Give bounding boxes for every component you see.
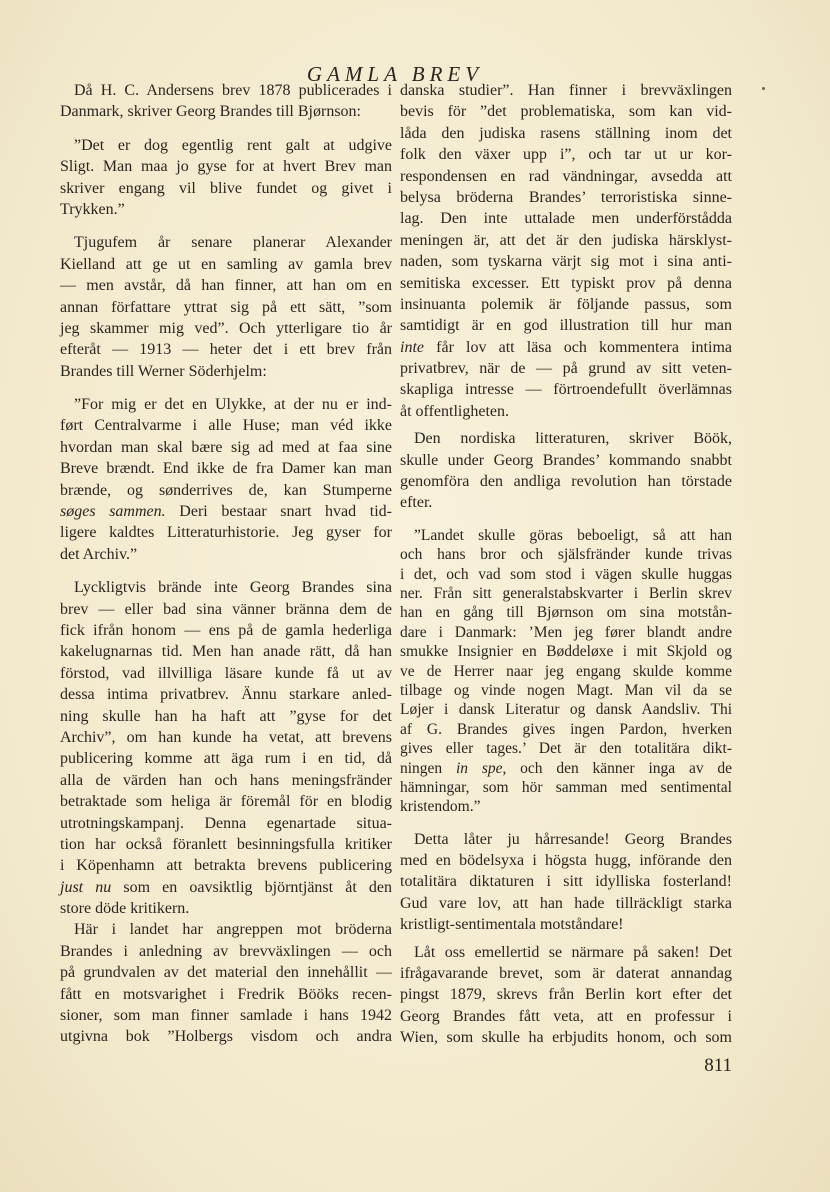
text-line: pingst 1879, skrevs från Berlin kort efter det	[400, 986, 732, 1004]
text-line: efter.	[400, 494, 433, 512]
text-line: Då H. C. Andersens brev 1878 publicerades i	[74, 82, 392, 99]
text-line: lag. Den inte uttalade men underförstådda	[400, 210, 732, 228]
text-line: skulle under Georg Brandes’ kommando snabbt	[400, 451, 732, 469]
text-line: Detta låter ju hårresande! Georg Brandes	[414, 830, 732, 848]
text-segment: , och den känner inga av de	[502, 759, 732, 777]
text-line: gives eller tages.’ Det är den totalitära dikt-	[400, 740, 732, 758]
text-line: utgivna bok ”Holbergs visdom och andra	[60, 1028, 392, 1046]
text-line: fick ifrån honom — ens på de gamla hederliga	[60, 621, 392, 639]
text-line: Breve brændt. End ikke de fra Damer kan man	[60, 460, 392, 478]
text-segment: ningen	[400, 759, 456, 777]
text-line: brev — eller bad sina vänner bränna dem de	[60, 600, 392, 618]
text-line: Gud vare lov, att han hade tillräckligt starka	[400, 894, 732, 912]
text-line: förstod, vad illvilliga läsare kunde få ut av	[60, 664, 392, 682]
paragraph	[400, 942, 732, 1049]
text-line: i det, och vad som stod i vägen skulle huggas	[400, 565, 732, 583]
text-line: Den nordiska litteraturen, skriver Böök,	[414, 430, 732, 448]
text-line: på grundvalen av det material den innehållit —	[60, 964, 392, 982]
text-line: åt offentligheten.	[400, 402, 509, 420]
text-line: insinuanta polemik är följande passus, som	[400, 295, 732, 313]
text-line: ner. Från sitt generalstabskvarter i Berlin skrev	[400, 584, 732, 602]
italic-text: just nu	[60, 878, 112, 896]
text-line: betraktade som heliga är föremål för en blodig	[60, 793, 392, 811]
text-line: ning skulle han ha haft att ”gyse for det	[60, 707, 392, 725]
text-line: Archiv”, om han kunde ha vetat, att brevens	[60, 728, 392, 746]
text-line: annan författare yttrat sig på ett sätt, ”som	[60, 298, 392, 316]
text-line: sioner, som man finner samlade i hans 1942	[60, 1007, 392, 1025]
block-quote	[60, 394, 392, 565]
text-line: Brandes i anledning av brevväxlingen — och	[60, 942, 392, 960]
text-line: hämningar, som hör samman med sentimental	[400, 778, 732, 796]
page-number: 811	[704, 1055, 732, 1076]
text-line: af G. Brandes gives ingen Pardon, hverken	[400, 720, 732, 738]
text-line: Wien, som skulle ha erbjudits honom, och som	[400, 1029, 732, 1047]
text-line: Danmark, skriver Georg Brandes till Bjørnson:	[60, 103, 361, 121]
paragraph	[400, 80, 732, 422]
text-line: Georg Brandes fått veta, att en professur i	[400, 1007, 732, 1025]
text-line: dessa intima privatbrev. Ännu starkare anled-	[60, 686, 392, 704]
text-line	[60, 877, 392, 898]
speck-mark	[762, 87, 765, 90]
text-line: hvordan man skal bære sig ad med at faa sine	[60, 438, 392, 456]
paragraph	[60, 232, 392, 382]
left-column	[60, 80, 392, 1048]
text-line: genomföra den andliga revolution han törstade	[400, 473, 732, 491]
text-line: fått en motsvarighet i Fredrik Bööks recen-	[60, 985, 392, 1003]
paragraph	[400, 829, 732, 936]
running-title: GAMLA BREV	[306, 62, 484, 86]
paragraph	[400, 428, 732, 514]
text-line: publicering komme att äga rum i en tid, då	[60, 750, 392, 768]
text-line: folk den växer upp i”, och tar ut ur kor-	[400, 146, 732, 164]
italic-text: søges sammen.	[60, 503, 166, 521]
text-line: ført Centralvarme i alle Huse; man véd ikke	[60, 417, 392, 435]
paragraph-gap	[60, 382, 392, 394]
text-line: alla de värden han och hans meningsfränder	[60, 771, 392, 789]
text-line	[60, 501, 392, 522]
text-line: — men avstår, då han finner, att han om en	[60, 277, 392, 295]
text-line: bevis för ”det problematiska, som kan vid-	[400, 103, 732, 121]
block-quote	[400, 526, 732, 817]
text-line: ve de Herrer naar jeg engang skulde komme	[400, 662, 732, 680]
text-segment: som en oavsiktlig björntjänst åt den	[111, 878, 392, 896]
text-line: jeg skammer mig ved”. Och ytterligare tio år	[60, 319, 392, 337]
text-line: belysa bröderna Brandes’ terroristiska sinne-	[400, 188, 732, 206]
text-line: låda den judiska rasens ställning inom det	[400, 124, 732, 142]
text-line: det Archiv.”	[60, 545, 138, 563]
text-line: ifrågavarande brevet, som är daterat annandag	[400, 965, 732, 983]
text-line: ligere kaldtes Litteraturhistorie. Jeg gyser for	[60, 524, 392, 542]
text-line	[400, 337, 732, 358]
right-column	[400, 80, 732, 1049]
text-line: skriver engang vil blive fundet og givet i	[60, 179, 392, 197]
text-line: danska studier”. Han finner i brevväxlingen	[400, 82, 732, 99]
text-line: store döde kritikern.	[60, 900, 190, 918]
text-line: han en gång till Bjørnson om sina motstån-	[400, 604, 732, 622]
paragraph-gap	[60, 565, 392, 577]
text-line: Løjer i dansk Literatur og dansk Aandsliv. Thi	[400, 701, 732, 719]
text-line: i Köpenhamn att betrakta brevens publicering	[60, 857, 392, 875]
text-line: efteråt — 1913 — heter det i ett brev från	[60, 341, 392, 359]
text-line: tion har också föranlett besinningsfulla kritiker	[60, 835, 392, 853]
text-line: totalitära diktaturen i sitt idylliska fosterland!	[400, 873, 732, 891]
text-line: Här i landet har angreppen mot bröderna	[74, 921, 392, 939]
italic-text: in spe	[455, 759, 503, 777]
text-line: med en bödelsyxa i högsta hugg, införande den	[400, 852, 732, 870]
text-line: ”For mig er det en Ulykke, at der nu er ind-	[74, 396, 392, 414]
text-line: kristligt-sentimentala motståndare!	[400, 916, 624, 934]
text-line: ”Landet skulle göras beboeligt, så att han	[414, 526, 732, 544]
paragraph-gap	[400, 817, 732, 829]
paragraph	[60, 80, 392, 123]
text-line: Trykken.”	[60, 200, 125, 218]
text-line: semitiska excesser. Ett typiskt prov på denna	[400, 274, 732, 292]
text-line: dare i Danmark: ’Men jeg fører blandt andre	[400, 623, 732, 641]
text-line: och hans bror och själsfränder kunde trivas	[400, 546, 732, 564]
text-line: tilbage og vinde nogen Magt. Man vil da se	[400, 681, 732, 699]
block-quote	[60, 135, 392, 221]
text-line: kakelugnarnas tid. Men han anade rätt, då han	[60, 643, 392, 661]
text-line: brænde, og sønderrives de, kan Stumperne	[60, 481, 392, 499]
paragraph	[60, 577, 392, 919]
text-line: Lyckligtvis brände inte Georg Brandes sina	[74, 579, 392, 597]
text-line: Brandes till Werner Söderhjelm:	[60, 362, 267, 380]
text-line: meningen är, att det är den judiska härsklyst-	[400, 231, 732, 249]
italic-text: inte	[400, 338, 424, 356]
text-line: respondensen en rad vändningar, avsedda att	[400, 167, 732, 185]
text-line: utrotningskampanj. Denna egenartade situa-	[60, 814, 392, 832]
text-segment: Deri bestaar snart hvad tid-	[165, 503, 392, 521]
text-line: Sligt. Man maa jo gyse for at hvert Brev man	[60, 158, 392, 176]
text-line	[400, 759, 732, 778]
text-line: ”Det er dog egentlig rent galt at udgive	[74, 136, 392, 154]
text-line: smukke Insignier en Bøddeløxe i mit Skjold og	[400, 643, 732, 661]
text-line: skapliga intresse — förtroendefullt överlämnas	[400, 381, 732, 399]
text-line: kristendom.”	[400, 798, 481, 816]
text-line: Tjugufem år senare planerar Alexander	[74, 234, 392, 252]
text-line: naden, som tyskarna värjt sig mot i sina anti-	[400, 253, 732, 271]
text-line: privatbrev, när de — på grund av sitt veten-	[400, 360, 732, 378]
paragraph-gap	[400, 514, 732, 526]
text-line: samtidigt är en god illustration till hur man	[400, 317, 732, 335]
text-segment: får lov att läsa och kommentera intima	[424, 338, 732, 356]
paragraph	[60, 919, 392, 1047]
paragraph-gap	[60, 123, 392, 135]
text-line: Kielland att ge ut en samling av gamla brev	[60, 255, 392, 273]
text-line: Låt oss emellertid se närmare på saken! Det	[414, 943, 732, 961]
paragraph-gap	[60, 220, 392, 232]
